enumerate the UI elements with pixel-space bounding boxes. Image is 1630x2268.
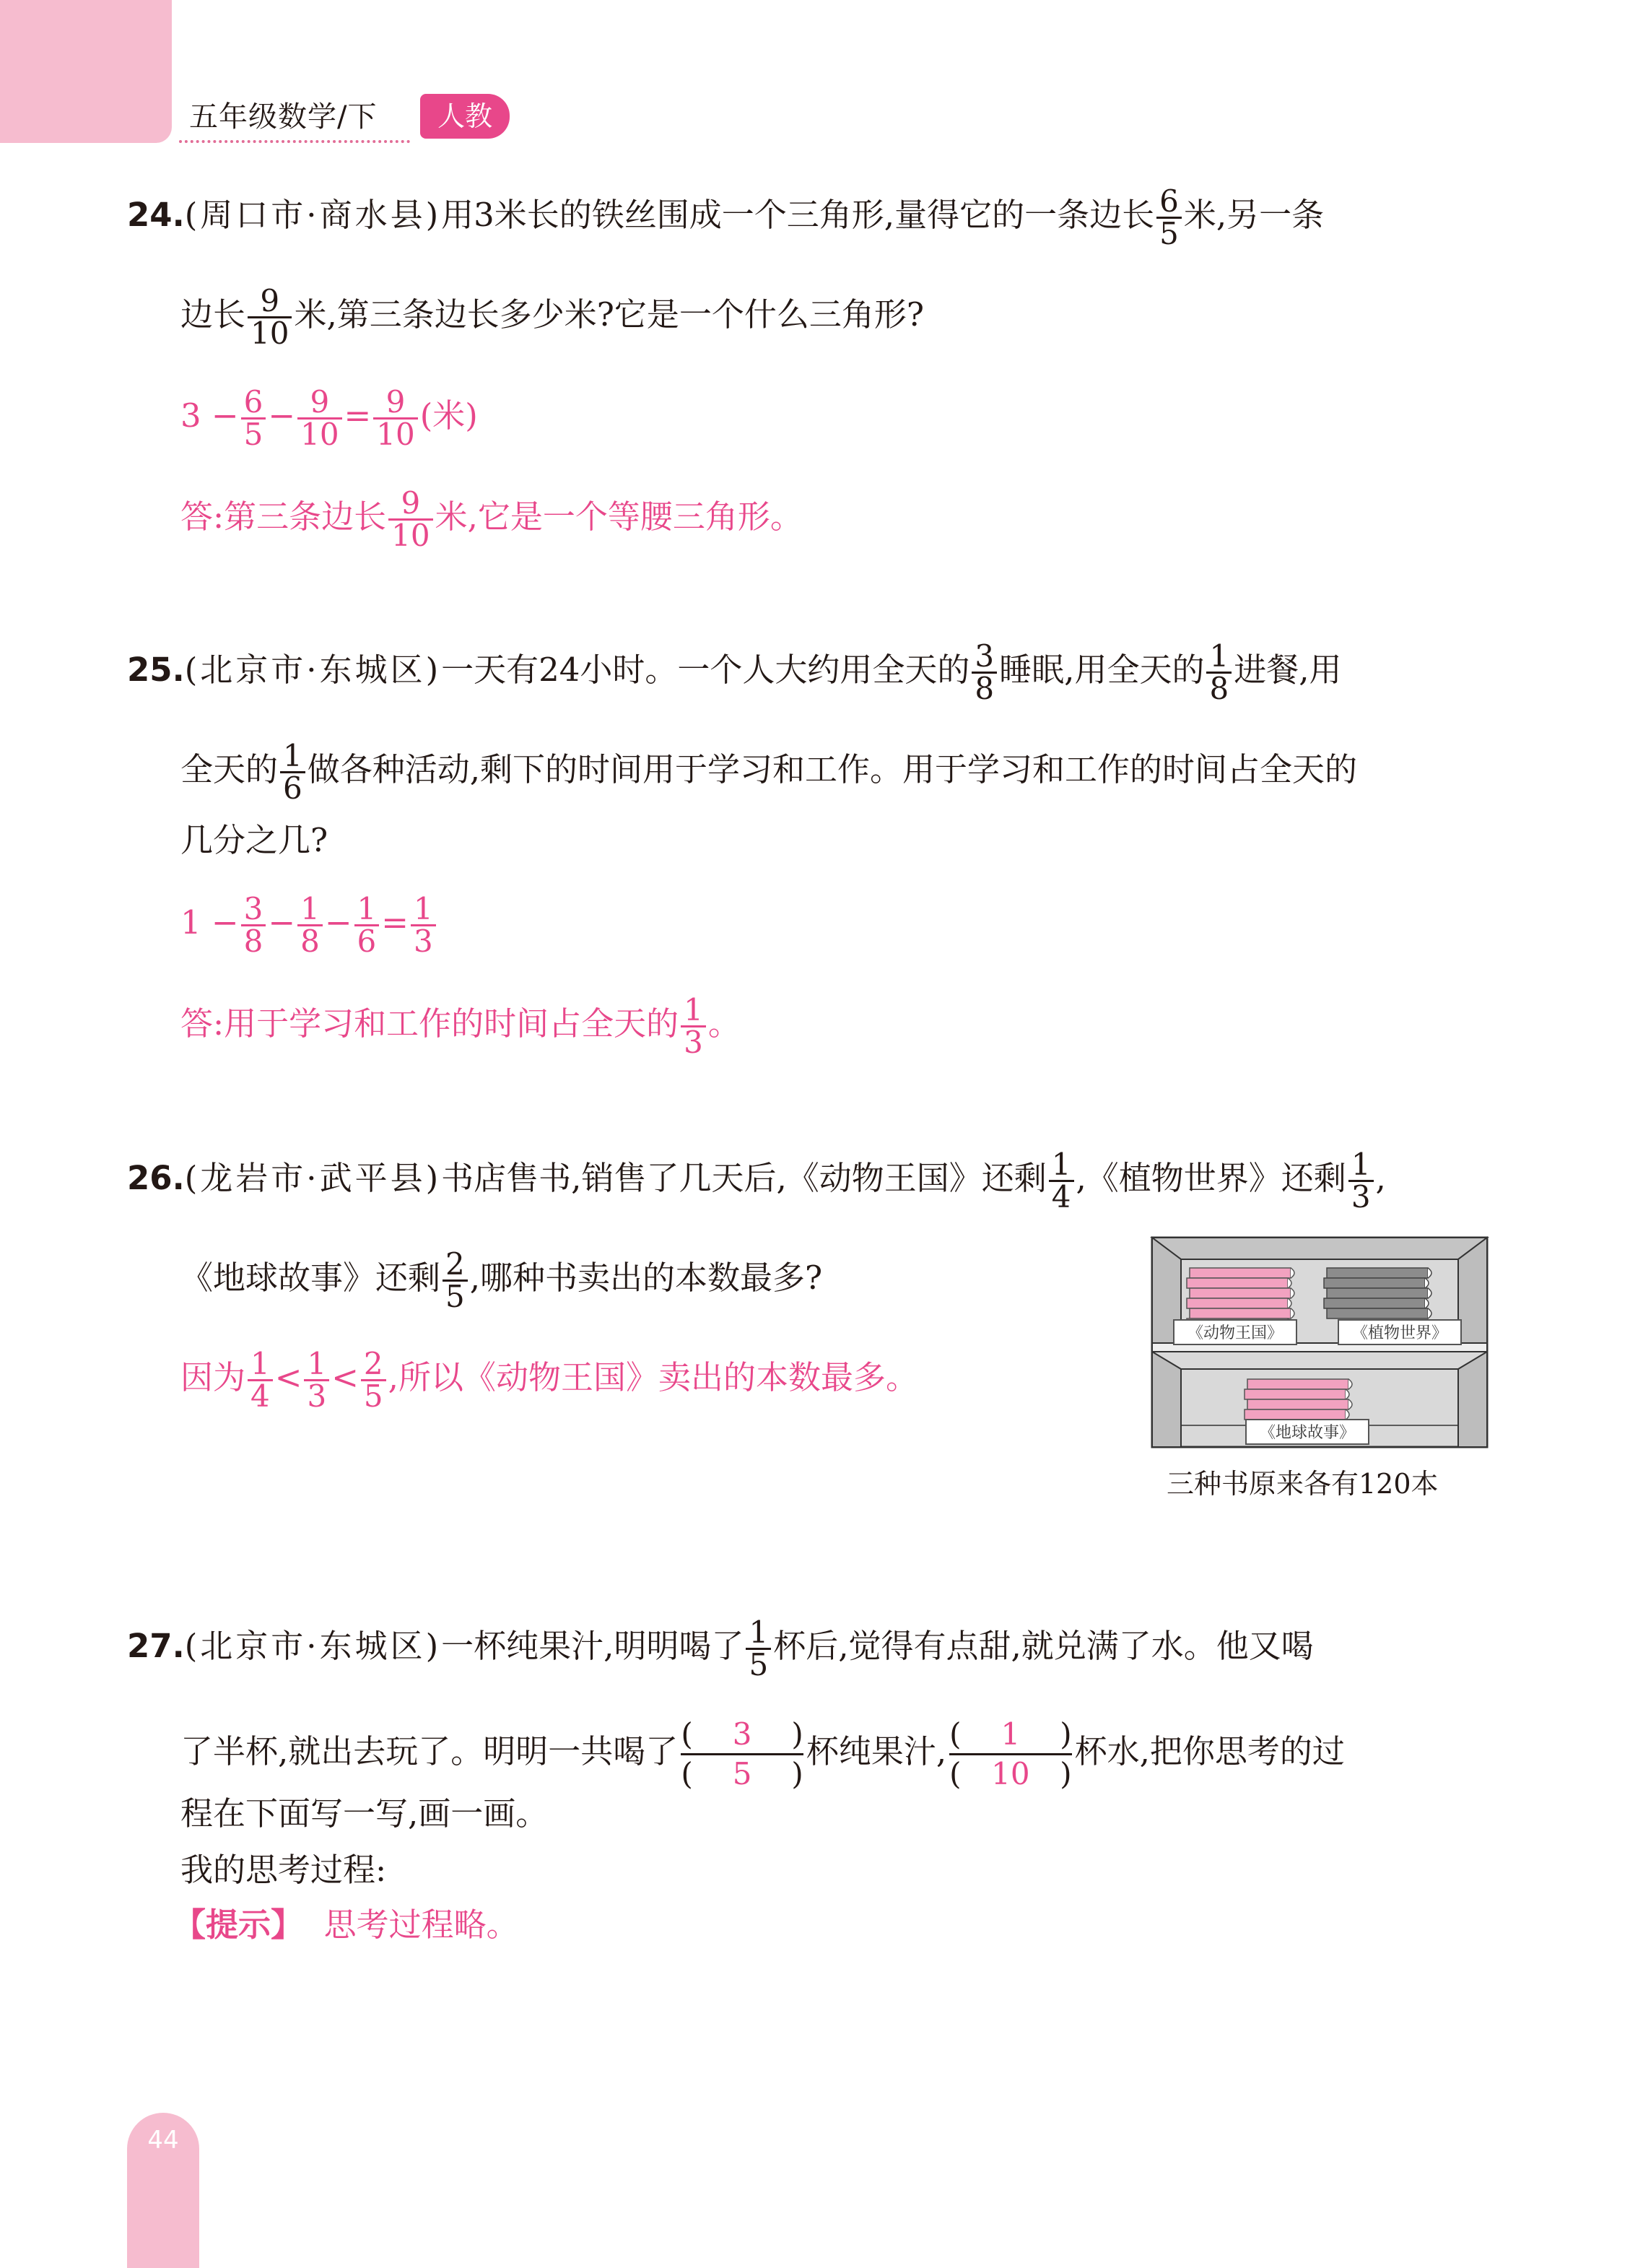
q27-line-3: 程在下面写一写,画一画。 — [180, 1794, 549, 1833]
question-source: (北京市·东城区) — [184, 651, 442, 689]
q25-line-1: 25.(北京市·东城区)一天有24小时。一个人大约用全天的 $\frac{3}{8}$ 睡眠,用全天的 $\frac{1}{8}$ 进餐,用 — [127, 638, 1342, 706]
figure-caption: 三种书原来各有120本 — [1167, 1468, 1439, 1500]
question-source: (周口市·商水县) — [184, 196, 442, 234]
question-source: (北京市·东城区) — [184, 1627, 442, 1665]
answer-blank-juice[interactable]: $\frac{( 3 )}{( 5 )}$ — [681, 1716, 803, 1791]
edition-badge: 人教 — [420, 94, 510, 139]
bookshelf-illustration — [1149, 1235, 1490, 1451]
question-number: 24. — [127, 196, 185, 234]
header-dotted-line — [179, 140, 410, 143]
question-source: (龙岩市·武平县) — [184, 1159, 442, 1197]
q24-answer: 答:第三条边长 $\frac{9}{10}$ 米,它是一个等腰三角形。 — [180, 485, 803, 553]
corner-decoration — [0, 0, 172, 143]
fraction: $\frac{9}{10}$ — [248, 286, 292, 349]
q25-line-2: 全天的 $\frac{1}{6}$ 做各种活动,剩下的时间用于学习和工作。用于学习和工作的时间占全天的 — [180, 738, 1358, 806]
q27-hint — [173, 1903, 519, 1947]
q26-line-2: 《地球故事》还剩 $\frac{2}{5}$ ,哪种书卖出的本数最多? — [180, 1246, 823, 1314]
question-number: 26. — [127, 1159, 185, 1197]
q27-line-2: 了半杯,就出去玩了。明明一共喝了 $\frac{( 3 )}{( 5 )}$ 杯纯果汁, $\frac{( 1 )}{( 10 )}$ 杯水,把你思考的过 — [180, 1716, 1345, 1791]
book-title: 五年级数学/下 — [189, 100, 378, 134]
shelf-label-1: 《动物王国》 — [1187, 1324, 1283, 1342]
q27-line-4: 我的思考过程: — [180, 1851, 387, 1889]
q25-line-3: 几分之几? — [180, 821, 328, 859]
shelf-label-2: 《植物世界》 — [1351, 1324, 1448, 1342]
q24-line-1: 24.(周口市·商水县)用3米长的铁丝围成一个三角形,量得它的一条边长 $\frac{6}{5}$ 米,另一条 — [127, 183, 1325, 251]
question-number: 25. — [127, 651, 185, 689]
q26-answer: 因为 $\frac{1}{4}$ < $\frac{1}{3}$ < $\frac{2}{5}$ ,所以《动物王国》卖出的本数最多。 — [180, 1346, 918, 1414]
fraction: $\frac{6}{5}$ — [1156, 186, 1182, 249]
q26-line-1: 26.(龙岩市·武平县)书店售书,销售了几天后,《动物王国》还剩 $\frac{1}{4}$ ,《植物世界》还剩 $\frac{1}{3}$ , — [127, 1147, 1386, 1215]
answer-blank-water[interactable]: $\frac{( 1 )}{( 10 )}$ — [949, 1716, 1072, 1791]
hint-label: 【提示】 — [173, 1906, 304, 1944]
q24-line-2: 边长 $\frac{9}{10}$ 米,第三条边长多少米?它是一个什么三角形? — [180, 283, 925, 351]
hint-text: 思考过程略。 — [323, 1906, 519, 1944]
q25-answer: 答:用于学习和工作的时间占全天的 $\frac{1}{3}$ 。 — [180, 992, 741, 1060]
page-number: 44 — [147, 2126, 179, 2155]
q24-calculation: 3 − $\frac{6}{5}$ − $\frac{9}{10}$ = $\frac{9}{10}$ (米) — [180, 384, 478, 452]
shelf-label-3: 《地球故事》 — [1259, 1424, 1356, 1442]
question-number: 27. — [127, 1627, 185, 1665]
q25-calculation: 1 − $\frac{3}{8}$ − $\frac{1}{8}$ − $\frac{1}{6}$ = $\frac{1}{3}$ — [180, 894, 438, 957]
q27-line-1: 27.(北京市·东城区)一杯纯果汁,明明喝了 $\frac{1}{5}$ 杯后,觉得有点甜,就兑满了水。他又喝 — [127, 1615, 1314, 1682]
